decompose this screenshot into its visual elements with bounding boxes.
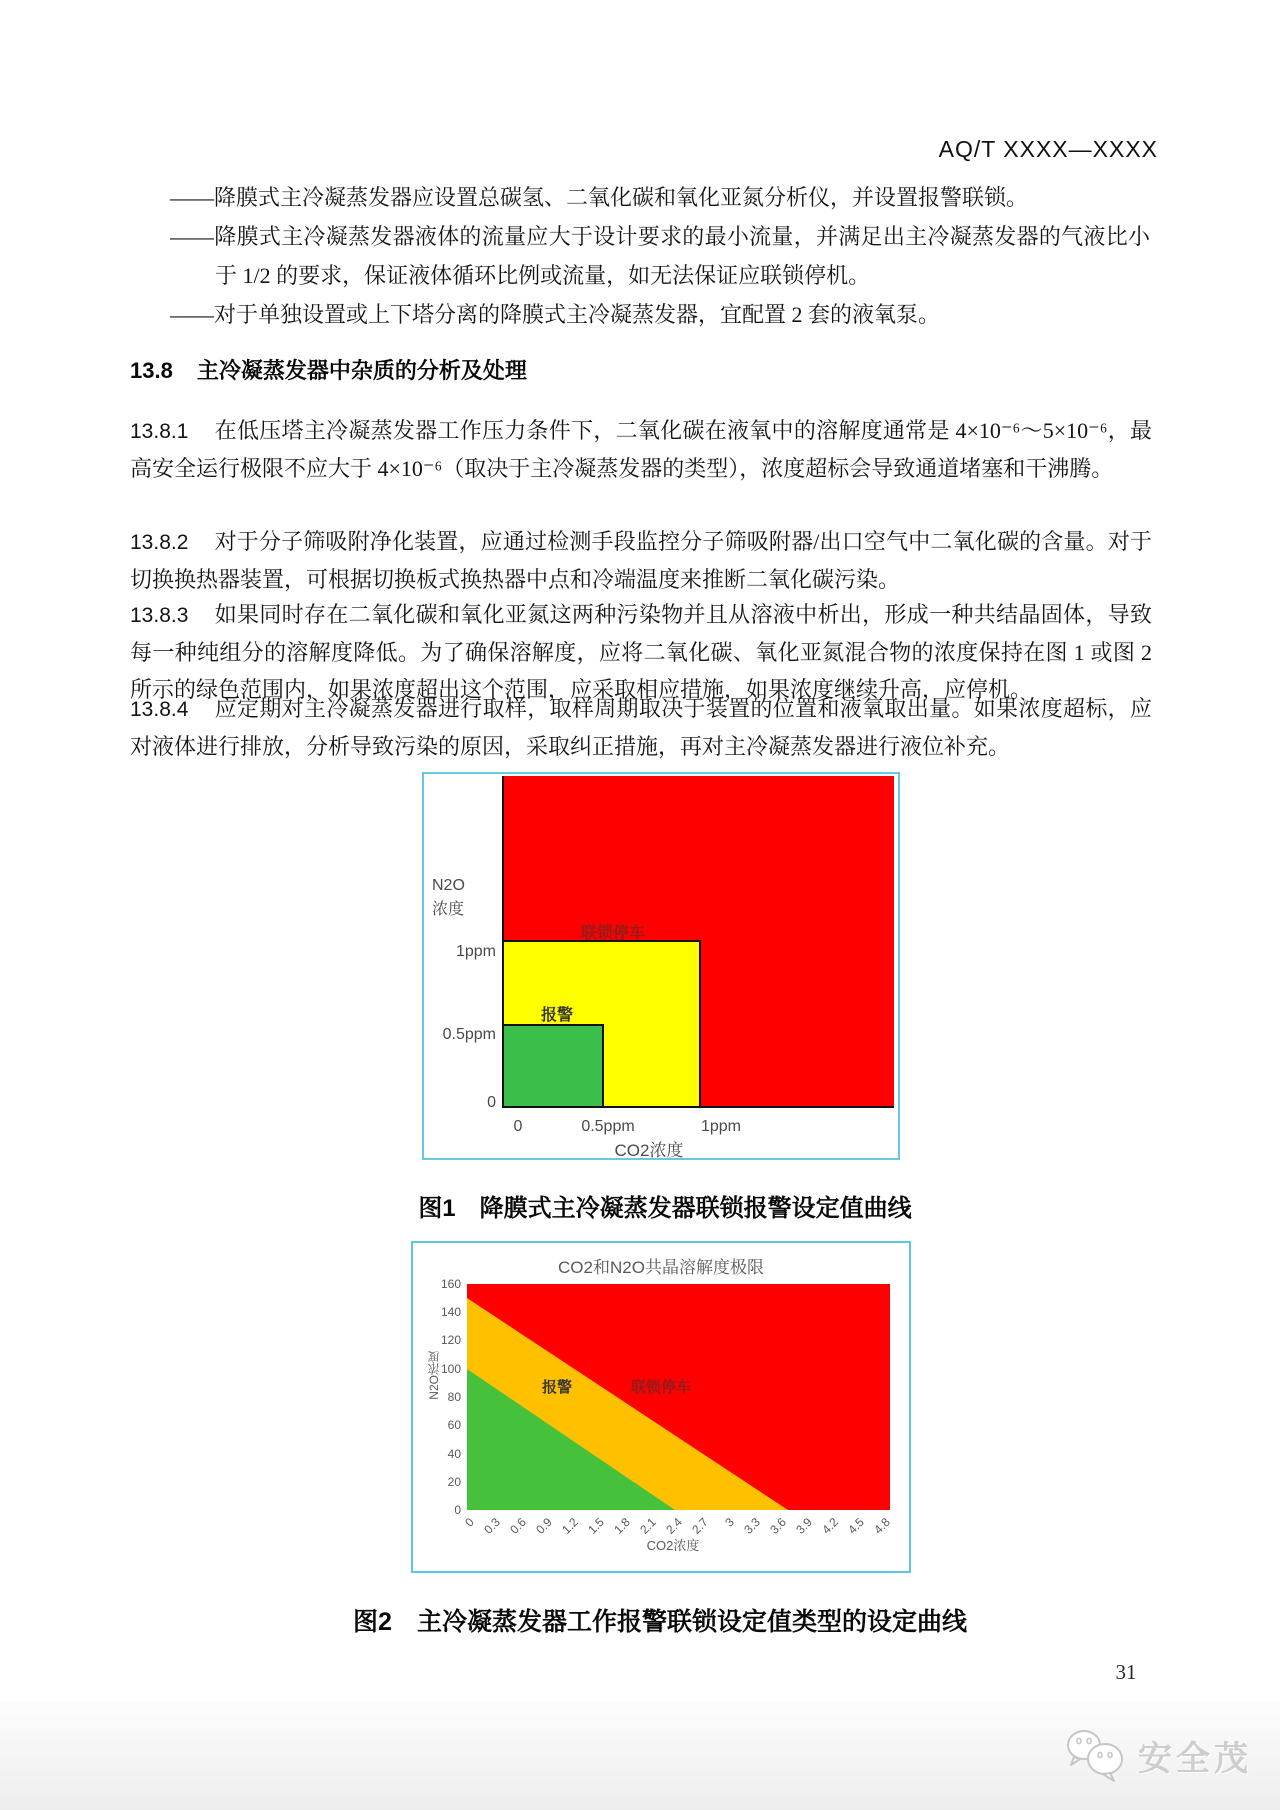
fig2-x-tick: 2.1 [637, 1515, 659, 1537]
fig2-alarm-zone-label: 报警 [541, 1379, 572, 1396]
section-number: 13.8 [130, 358, 173, 383]
fig2-x-tick: 1.2 [559, 1515, 581, 1537]
figure2-caption: 图2 主冷凝蒸发器工作报警联锁设定值类型的设定曲线 [353, 1608, 967, 1636]
watermark-text: 安全茂 [1138, 1739, 1252, 1778]
fig2-x-tick: 1.5 [585, 1515, 607, 1537]
fig2-x-tick: 3.3 [741, 1515, 763, 1537]
fig2-y-tick: 0 [454, 1503, 461, 1517]
clause-text: 在低压塔主冷凝蒸发器工作压力条件下，二氧化碳在液氧中的溶解度通常是 4×10⁻⁶～5×10⁻⁶，最高安全运行极限不应大于 4×10⁻⁶（取决于主冷凝蒸发器的类型），浓度超标会导致通道堵塞和干沸腾。 [130, 418, 1152, 481]
fig2-plot-area [467, 1284, 890, 1510]
clause-paragraph [130, 523, 1152, 598]
fig2-x-tick: 4.5 [845, 1515, 867, 1537]
fig1-alarm-zone-label: 报警 [540, 1007, 573, 1024]
clause-text: 对于分子筛吸附净化装置，应通过检测手段监控分子筛吸附器/出口空气中二氧化碳的含量。对于切换换热器装置，可根据切换板式换热器中点和冷端温度来推断二氧化碳污染。 [130, 529, 1152, 592]
fig2-shutdown-zone-label: 联锁停车 [630, 1379, 691, 1396]
fig2-y-axis-title: N2O浓度 [427, 1351, 441, 1400]
fig2-y-tick: 120 [440, 1333, 461, 1347]
fig1-y-axis-title [432, 874, 498, 922]
clause-text: 如果同时存在二氧化碳和氧化亚氮这两种污染物并且从溶液中析出，形成一种共结晶固体，导致每一种纯组分的溶解度降低。为了确保溶解度，应将二氧化碳、氧化亚氮混合物的浓度保持在图 1 或图 2 所示的绿色范围内，如果浓度超出这个范围，应采取相应措施，如果浓度继续升高，应停机。 [130, 602, 1152, 702]
fig2-x-tick: 2.7 [689, 1515, 711, 1537]
header-doc-code: AQ/T XXXX—XXXX [938, 136, 1158, 162]
fig2-x-tick: 3.6 [767, 1515, 789, 1537]
section-heading [130, 354, 1150, 385]
fig2-x-tick: 4.2 [819, 1515, 841, 1537]
watermark-logo [1064, 1726, 1252, 1784]
figure2-chart [411, 1241, 911, 1573]
fig2-y-tick: 160 [440, 1277, 461, 1291]
fig2-x-tick: 4.8 [871, 1515, 893, 1537]
fig2-y-tick: 40 [447, 1447, 461, 1461]
fig2-y-tick: 140 [440, 1305, 461, 1319]
fig1-y-axis-title-line2: 浓度 [432, 901, 465, 918]
fig2-x-tick: 0.3 [481, 1515, 503, 1537]
fig2-x-tick: 0.9 [533, 1515, 555, 1537]
clause-number: 13.8.1 [130, 420, 189, 443]
fig2-x-tick: 3.9 [793, 1515, 815, 1537]
clause-text: 应定期对主冷凝蒸发器进行取样，取样周期取决于装置的位置和液氧取出量。如果浓度超标，应对液体进行排放，分析导致污染的原因，采取纠正措施，再对主冷凝蒸发器进行液位补充。 [130, 696, 1152, 759]
clause-paragraph [130, 412, 1152, 487]
fig1-x-axis-title: CO2浓度 [614, 1141, 684, 1160]
section-title: 主冷凝蒸发器中杂质的分析及处理 [196, 358, 527, 383]
fig2-x-tick: 0.6 [507, 1515, 529, 1537]
fig2-x-tick: 0 [462, 1515, 477, 1530]
bullet-list [130, 178, 1150, 334]
bullet-item: ——降膜式主冷凝蒸发器应设置总碳氢、二氧化碳和氧化亚氮分析仪，并设置报警联锁。 [170, 185, 1029, 210]
clause-number: 13.8.2 [130, 531, 189, 554]
fig2-y-tick: 100 [440, 1362, 461, 1376]
bullet-item: ——对于单独设置或上下塔分离的降膜式主冷凝蒸发器，宜配置 2 套的液氧泵。 [170, 302, 941, 327]
fig2-y-tick: 20 [447, 1475, 461, 1489]
fig1-y-tick: 0 [487, 1094, 496, 1111]
fig1-green-normal-zone [504, 1024, 604, 1106]
wechat-bubbles-icon [1064, 1726, 1128, 1784]
fig1-y-tick: 1ppm [455, 943, 496, 960]
fig2-y-tick: 80 [447, 1390, 461, 1404]
fig2-chart-title: CO2和N2O共晶溶解度极限 [558, 1258, 764, 1277]
bullet-item: ——降膜式主冷凝蒸发器液体的流量应大于设计要求的最小流量，并满足出主冷凝蒸发器的气液比小于 1/2 的要求，保证液体循环比例或流量，如无法保证应联锁停机。 [170, 224, 1150, 288]
fig2-x-tick: 2.4 [663, 1515, 685, 1537]
page-number: 31 [1115, 1660, 1137, 1684]
fig2-x-axis-title: CO2浓度 [646, 1538, 700, 1553]
fig1-x-tick: 0 [513, 1118, 523, 1135]
fig2-y-tick: 60 [447, 1418, 461, 1432]
fig1-shutdown-zone-label: 联锁停车 [580, 925, 645, 942]
clause-number: 13.8.4 [130, 698, 189, 721]
clause-number: 13.8.3 [130, 604, 189, 627]
figure1-chart [422, 772, 900, 1160]
fig2-x-tick: 3 [722, 1515, 737, 1530]
fig1-y-tick: 0.5ppm [442, 1026, 496, 1043]
figure1-caption: 图1 降膜式主冷凝蒸发器联锁报警设定值曲线 [418, 1195, 912, 1222]
clause-paragraph [130, 690, 1152, 765]
fig1-x-tick: 1ppm [700, 1118, 742, 1135]
fig2-x-tick: 1.8 [611, 1515, 633, 1537]
footer-strip [0, 1702, 1280, 1810]
fig1-x-tick: 0.5ppm [581, 1118, 635, 1135]
fig1-y-axis-title-line1: N2O [432, 877, 465, 894]
